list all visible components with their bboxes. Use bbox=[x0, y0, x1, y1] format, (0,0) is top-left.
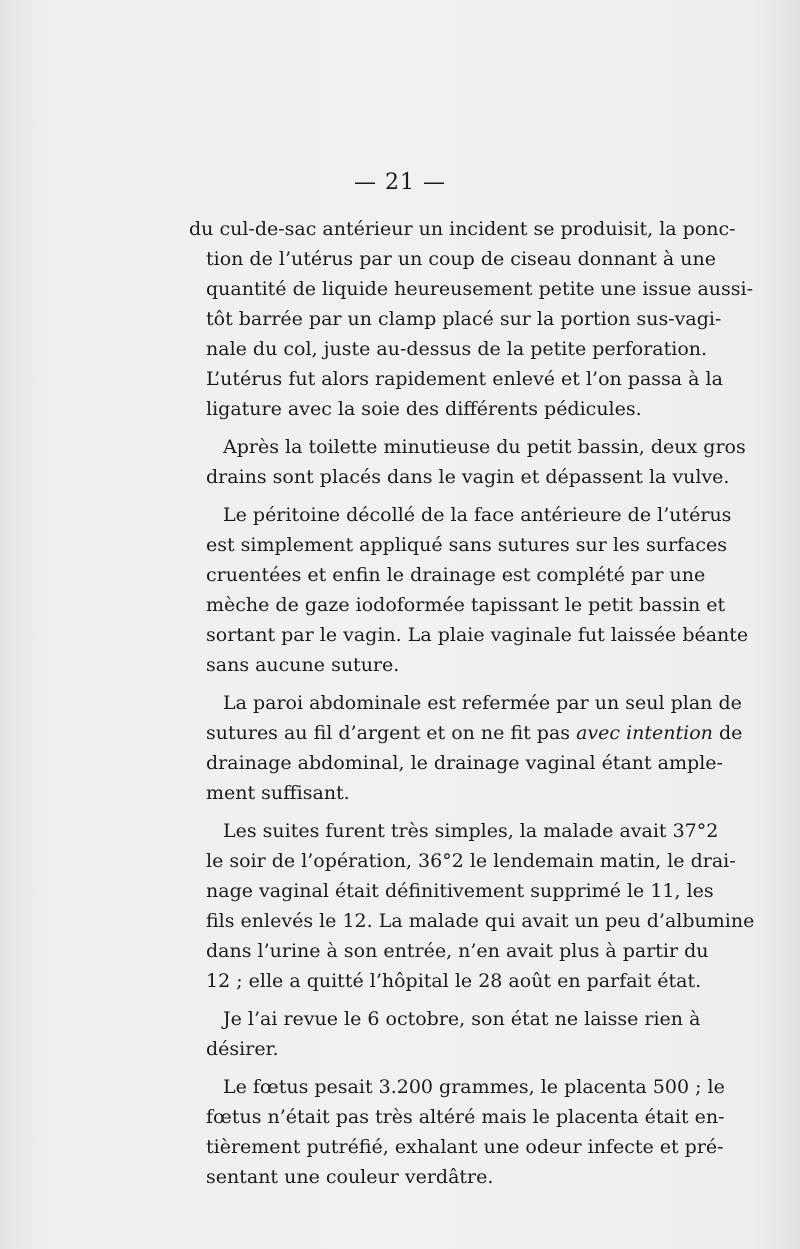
paragraph-3 bbox=[189, 500, 749, 680]
text-line: ligature avec la soie des différents pédicules. bbox=[206, 398, 642, 420]
text-line: Le fœtus pesait 3.200 grammes, le placenta 500 ; le bbox=[223, 1076, 725, 1098]
body-text bbox=[189, 214, 755, 1200]
text-line: fœtus n’était pas très altéré mais le placenta était en- bbox=[206, 1106, 725, 1128]
text-line: tôt barrée par un clamp placé sur la portion sus-vagi- bbox=[206, 308, 722, 330]
text-line: La paroi abdominale est refermée par un seul plan de bbox=[223, 692, 742, 714]
text-line: tion de l’utérus par un coup de ciseau donnant à une bbox=[206, 248, 717, 270]
text-line: quantité de liquide heureusement petite une issue aussi- bbox=[206, 278, 754, 300]
text-line: sentant une couleur verdâtre. bbox=[206, 1166, 494, 1188]
text-segment: sutures au fil d’argent et on ne fit pas bbox=[206, 722, 571, 744]
text-line: cruentées et enfin le drainage est complété par une bbox=[206, 564, 706, 586]
text-line: sortant par le vagin. La plaie vaginale fut laissée béante bbox=[206, 624, 749, 646]
text-line: Les suites furent très simples, la malade avait 37°2 bbox=[223, 820, 719, 842]
text-line: est simplement appliqué sans sutures sur les surfaces bbox=[206, 534, 728, 556]
text-line: drains sont placés dans le vagin et dépassent la vulve. bbox=[206, 466, 730, 488]
text-line: tièrement putréfié, exhalant une odeur infecte et pré- bbox=[206, 1136, 724, 1158]
text-line: Après la toilette minutieuse du petit bassin, deux gros bbox=[223, 436, 746, 458]
text-line: désirer. bbox=[206, 1038, 279, 1060]
paragraph-4 bbox=[189, 688, 743, 808]
paragraph-2 bbox=[189, 432, 746, 492]
page-number: — 21 — bbox=[354, 170, 446, 195]
paragraph-5 bbox=[189, 816, 755, 996]
paragraph-7 bbox=[189, 1072, 725, 1192]
text-line: drainage abdominal, le drainage vaginal étant ample- bbox=[206, 752, 723, 774]
text-line: mèche de gaze iodoformée tapissant le petit bassin et bbox=[206, 594, 726, 616]
text-line: ment suffisant. bbox=[206, 782, 350, 804]
text-line: Je l’ai revue le 6 octobre, son état ne laisse rien à bbox=[223, 1008, 701, 1030]
text-line: L’utérus fut alors rapidement enlevé et l’on passa à la bbox=[206, 368, 723, 390]
text-line: 12 ; elle a quitté l’hôpital le 28 août en parfait état. bbox=[206, 970, 702, 992]
italic-phrase: avec intention bbox=[576, 722, 713, 744]
text-line: du cul-de-sac antérieur un incident se produisit, la ponc- bbox=[189, 218, 736, 240]
text-line: nale du col, juste au-dessus de la petite perforation. bbox=[206, 338, 708, 360]
text-line: sans aucune suture. bbox=[206, 654, 400, 676]
text-line: le soir de l’opération, 36°2 le lendemain matin, le drai- bbox=[206, 850, 736, 872]
paragraph-1 bbox=[189, 214, 754, 424]
text-line: fils enlevés le 12. La malade qui avait un peu d’albumine bbox=[206, 910, 755, 932]
text-segment: de bbox=[718, 722, 743, 744]
text-line-with-italic bbox=[189, 718, 743, 748]
paragraph-6 bbox=[189, 1004, 701, 1064]
text-line: Le péritoine décollé de la face antérieure de l’utérus bbox=[223, 504, 732, 526]
text-line: dans l’urine à son entrée, n’en avait plus à partir du bbox=[206, 940, 709, 962]
text-line: nage vaginal était définitivement supprimé le 11, les bbox=[206, 880, 714, 902]
